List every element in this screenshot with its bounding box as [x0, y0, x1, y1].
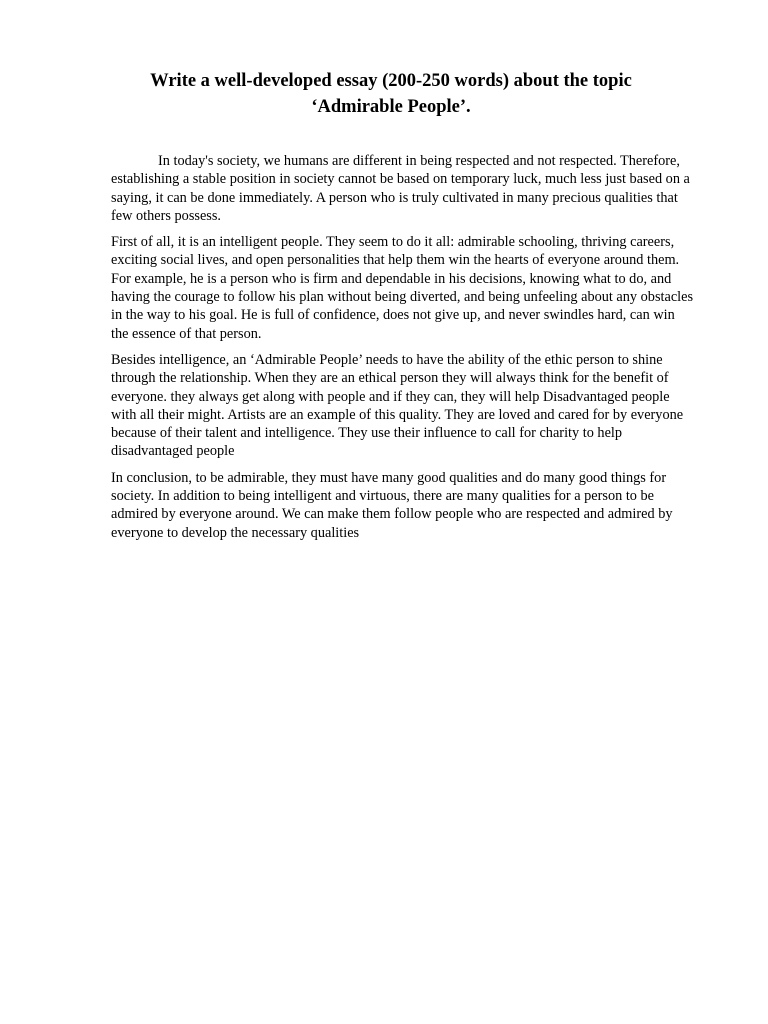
paragraph-ethics: Besides intelligence, an ‘Admirable People’ needs to have the ability of the ethic person to shine through the relationship. When they are an ethical person they will always think for the benefit of everyone. they always get along with people and if they can, they will help Disadvantaged people with all their might. Artists are an example of this quality. They are loved and cared for by everyone because of their talent and intelligence. They use their influence to call for charity to help disadvantaged people	[111, 351, 684, 460]
paragraph-conclusion: In conclusion, to be admirable, they must have many good qualities and do many good things for society. In addition to being intelligent and virtuous, there are many qualities for a person to be admired by everyone around. We can make them follow people who are respected and admired by everyone to develop the necessary qualities	[111, 469, 673, 541]
title-line-2: ‘Admirable People’.	[311, 97, 471, 117]
paragraph-introduction: In today's society, we humans are different in being respected and not respected. Therefore, establishing a stable position in society cannot be based on temporary luck, much less just based on a saying, it can be done immediately. A person who is truly cultivated in many precious qualities that few others possess.	[111, 153, 690, 224]
essay-body	[111, 152, 695, 550]
paragraph-intelligence: First of all, it is an intelligent people. They seem to do it all: admirable schooling, thriving careers, exciting social lives, and open personalities that help them win the hearts of everyone around them. For example, he is a person who is firm and dependable in his decisions, knowing what to do, and having the courage to follow his plan without being diverted, and being unfeeling about any obstacles in the way to his goal. He is full of confidence, does not give up, and never swindles hard, can win the essence of that person.	[111, 234, 694, 342]
title-line-1: Write a well-developed essay (200-250 words) about the topic	[150, 71, 632, 91]
essay-prompt-title	[110, 68, 672, 120]
